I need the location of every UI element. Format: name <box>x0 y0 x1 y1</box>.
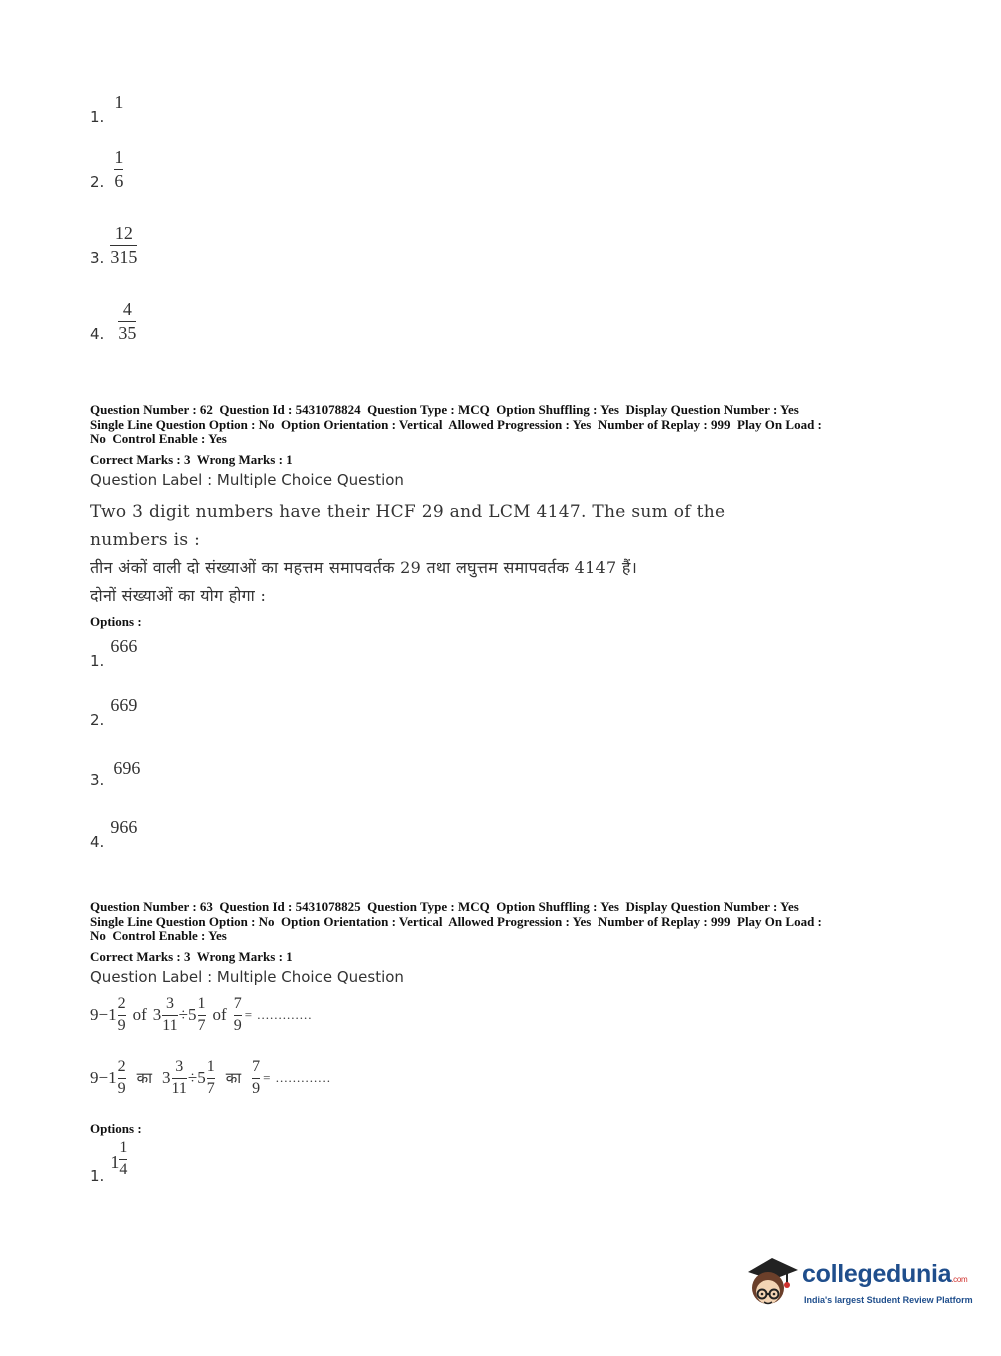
question-label: Question Label : Multiple Choice Question <box>90 968 404 986</box>
meta-line: Single Line Question Option : No Option Orientation : Vertical Allowed Progression : Yes Number of Replay : 999 Play On Load : <box>90 913 822 929</box>
meta-line: Question Number : 63 Question Id : 5431078825 Question Type : MCQ Option Shuffling : Yes Display Question Number : Yes <box>90 899 799 914</box>
option-value: 696 <box>113 758 141 778</box>
option-number: 1. <box>90 108 105 126</box>
meta-line: No Control Enable : Yes <box>90 431 227 446</box>
option-number: 1. <box>90 652 105 670</box>
option-value: 669 <box>110 695 138 715</box>
fraction <box>252 1059 260 1098</box>
meta-line: No Control Enable : Yes <box>90 928 227 943</box>
expression-english <box>90 996 313 1035</box>
prev-option-4[interactable] <box>90 300 136 343</box>
denominator: 4 <box>119 1160 128 1178</box>
meta-line: Single Line Question Option : No Option Orientation : Vertical Allowed Progression : Yes Number of Replay : 999 Play On Load : <box>90 416 822 432</box>
denominator: 6 <box>114 170 124 191</box>
option-number: 1. <box>90 1166 105 1185</box>
fraction-bar <box>118 1078 126 1079</box>
denominator: 7 <box>206 1079 215 1097</box>
mixed-fraction <box>207 1059 215 1098</box>
brand-name <box>802 1260 967 1289</box>
fraction-bar <box>162 1015 177 1016</box>
option-number: 3. <box>90 771 105 789</box>
prev-option-1[interactable] <box>90 92 123 126</box>
question-text-hindi <box>90 554 637 610</box>
meta-line: Question Number : 62 Question Id : 5431078824 Question Type : MCQ Option Shuffling : Yes Display Question Number : Yes <box>90 402 799 417</box>
expr-part: 3 <box>152 1005 162 1025</box>
expr-word: का <box>136 1069 152 1088</box>
q62-option-4[interactable] <box>90 817 137 851</box>
numerator: 3 <box>165 995 174 1012</box>
numerator: 1 <box>197 995 206 1012</box>
fraction-bar <box>172 1078 187 1079</box>
prev-option-2[interactable] <box>90 148 123 191</box>
options-heading: Options : <box>90 614 142 629</box>
option-fraction <box>118 300 136 343</box>
denominator: 7 <box>197 1016 206 1034</box>
numerator: 4 <box>122 299 132 319</box>
mascot-icon <box>742 1250 800 1312</box>
q62-option-2[interactable] <box>90 695 137 729</box>
option-fraction <box>114 148 123 191</box>
numerator: 1 <box>114 147 124 167</box>
option-fraction <box>110 224 137 267</box>
denominator: 9 <box>252 1079 261 1097</box>
fraction-bar <box>119 1159 127 1160</box>
expr-part: 9−1 <box>90 1005 117 1025</box>
question-line: Two 3 digit numbers have their HCF 29 and LCM 4147. The sum of the <box>90 502 726 522</box>
denominator: 9 <box>233 1016 242 1034</box>
expr-part: ÷5 <box>178 1005 197 1025</box>
denominator: 9 <box>117 1079 126 1097</box>
fraction-bar <box>110 245 137 246</box>
option-value: 966 <box>110 817 138 837</box>
marks-line: Correct Marks : 3 Wrong Marks : 1 <box>90 948 293 964</box>
numerator: 2 <box>117 1058 126 1075</box>
fraction-bar <box>252 1078 260 1079</box>
fraction-bar <box>118 321 136 322</box>
brand-tagline: India's largest Student Review Platform <box>804 1295 973 1305</box>
question-line: तीन अंकों वाली दो संख्याओं का महत्तम समापवर्तक 29 तथा लघुत्तम समापवर्तक 4147 हैं। <box>90 558 638 577</box>
prev-option-3[interactable] <box>90 224 137 267</box>
mixed-fraction <box>172 1059 187 1098</box>
numerator: 3 <box>175 1058 184 1075</box>
q63-option-1[interactable] <box>90 1140 127 1185</box>
expr-word: of <box>212 1005 227 1025</box>
question-63-meta <box>90 900 822 964</box>
denominator: 315 <box>110 246 138 267</box>
options-heading: Options : <box>90 1121 142 1136</box>
fraction-bar <box>234 1015 242 1016</box>
mixed-fraction <box>198 996 206 1035</box>
fraction <box>234 996 242 1035</box>
option-number: 4. <box>90 324 105 343</box>
fraction-bar <box>118 1015 126 1016</box>
question-text-english <box>90 498 725 554</box>
question-line: numbers is : <box>90 530 201 550</box>
q62-option-1[interactable] <box>90 636 137 670</box>
fraction-bar <box>114 169 123 170</box>
question-label: Question Label : Multiple Choice Question <box>90 471 404 489</box>
expr-word: of <box>132 1005 147 1025</box>
mixed-fraction <box>162 996 177 1035</box>
option-number: 2. <box>90 172 105 191</box>
numerator: 1 <box>206 1058 215 1075</box>
marks-line: Correct Marks : 3 Wrong Marks : 1 <box>90 451 293 467</box>
option-number: 4. <box>90 833 105 851</box>
expr-word: का <box>225 1069 242 1088</box>
expr-part: ÷5 <box>187 1068 206 1088</box>
option-number: 3. <box>90 248 105 267</box>
expr-part: 3 <box>162 1068 171 1088</box>
numerator: 2 <box>117 995 126 1012</box>
expr-part: 9−1 <box>90 1068 117 1088</box>
mixed-fraction <box>118 1059 126 1098</box>
fraction-bar <box>198 1015 206 1016</box>
option-number: 2. <box>90 711 105 729</box>
option-fraction <box>119 1140 127 1179</box>
brand-text: collegedunia <box>802 1260 952 1288</box>
denominator: 35 <box>118 322 137 343</box>
option-value: 1 <box>114 92 124 112</box>
numerator: 1 <box>119 1139 128 1156</box>
collegedunia-logo[interactable] <box>742 1248 972 1318</box>
option-value: 666 <box>110 636 138 656</box>
question-62-meta <box>90 403 822 467</box>
brand-suffix: .com <box>951 1275 968 1284</box>
fraction-bar <box>207 1078 215 1079</box>
question-line: दोनों संख्याओं का योग होगा : <box>90 586 267 605</box>
expression-hindi <box>90 1059 331 1098</box>
expr-equals: = ............. <box>244 1007 313 1023</box>
numerator: 7 <box>252 1058 261 1075</box>
q62-option-3[interactable] <box>90 758 140 789</box>
numerator: 12 <box>114 223 133 243</box>
expr-equals: = ............. <box>263 1070 331 1086</box>
numerator: 7 <box>233 995 242 1012</box>
denominator: 11 <box>171 1079 187 1097</box>
option-whole: 1 <box>110 1151 120 1172</box>
mixed-fraction <box>118 996 126 1035</box>
denominator: 9 <box>117 1016 126 1034</box>
denominator: 11 <box>162 1016 178 1034</box>
